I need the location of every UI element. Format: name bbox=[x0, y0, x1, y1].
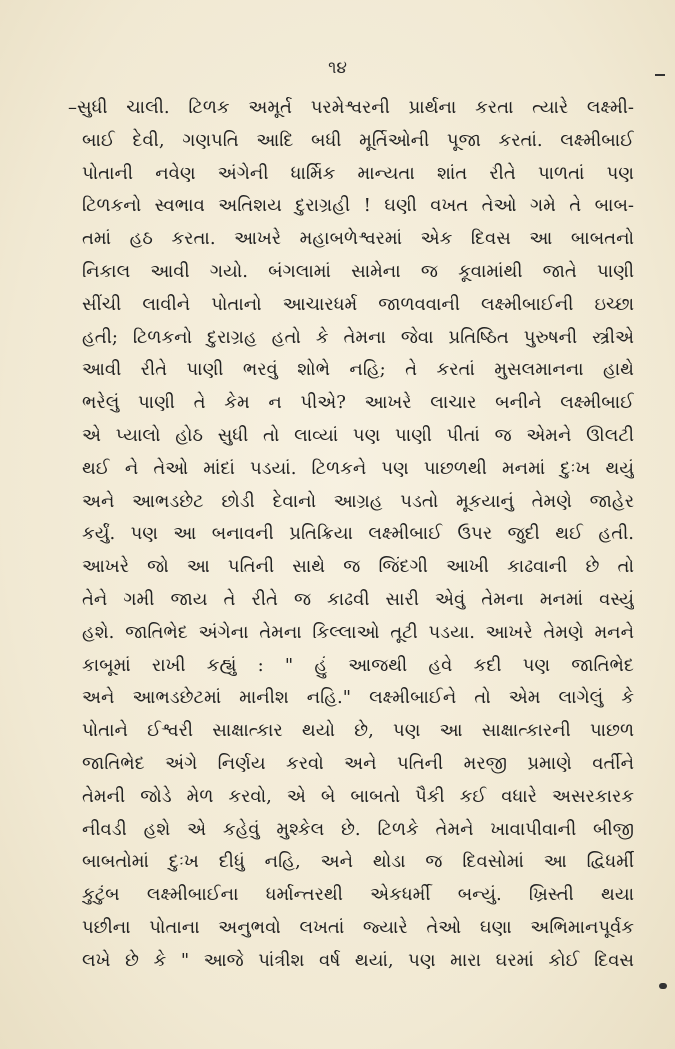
text-line: અને આભડછેટમાં માનીશ નહિ." લક્ષ્મીબાઈને તો એમ લાગેલું કે bbox=[82, 687, 634, 709]
text-line: સીંચી લાવીને પોતાનો આચારધર્મ જાળવવાની લક્ષ્મીબાઈની ઇચ્છા bbox=[82, 293, 634, 315]
text-line: એ પ્યાલો હોઠ સુધી તો લાવ્યાં પણ પાણી પીતાં જ એમને ઊલટી bbox=[82, 424, 634, 446]
text-line: અને આભડછેટ છોડી દેવાનો આગ્રહ પડતો મૂકયાનું તેમણે જાહેર bbox=[82, 490, 634, 512]
text-line: કાબૂમાં રાખી કહ્યું : " હું આજથી હવે કદી પણ જાતિભેદ bbox=[82, 654, 634, 676]
text-line: થઈ ને તેઓ માંદાં પડયાં. ટિળકને પણ પાછળથી મનમાં દુઃખ થયું bbox=[82, 457, 634, 479]
text-line: આવી રીતે પાણી ભરવું શોભે નહિ; તે કરતાં મુસલમાનના હાથે bbox=[82, 359, 634, 381]
page-number: ૧૪ bbox=[328, 58, 347, 78]
body-text bbox=[68, 92, 634, 978]
text-line: લખે છે કે " આજે પાંત્રીશ વર્ષ થયાં, પણ મારા ઘરમાં કોઈ દિવસ bbox=[82, 949, 634, 971]
text-line: નિકાલ આવી ગયો. બંગલામાં સામેના જ કૂવામાંથી જાતે પાણી bbox=[82, 260, 634, 282]
text-line: બાબતોમાં દુઃખ દીધું નહિ, અને થોડા જ દિવસોમાં આ દ્વિધર્મી bbox=[82, 851, 634, 873]
text-line: હતી; ટિળકનો દુરાગ્રહ હતો કે તેમના જેવા પ્રતિષ્ઠિત પુરુષની સ્ત્રીએ bbox=[82, 326, 634, 348]
text-line: બાઈ દેવી, ગણપતિ આદિ બધી મૂર્તિઓની પૂજા કરતાં. લક્ષ્મીબાઈ bbox=[82, 129, 634, 151]
text-line: પોતાને ઈશ્વરી સાક્ષાત્કાર થયો છે, પણ આ સાક્ષાત્કારની પાછળ bbox=[82, 720, 634, 742]
text-line: પછીના પોતાના અનુભવો લખતાં જ્યારે તેઓ ઘણા અભિમાનપૂર્વક bbox=[82, 916, 634, 938]
text-line: તેને ગમી જાય તે રીતે જ કાઢવી સારી એવું તેમના મનમાં વસ્યું bbox=[82, 588, 634, 610]
text-line: ભરેલું પાણી તે કેમ ન પીએ? આખરે લાચાર બનીને લક્ષ્મીબાઈ bbox=[82, 392, 634, 414]
margin-mark bbox=[659, 983, 667, 989]
text-line: કર્યું. પણ આ બનાવની પ્રતિક્રિયા લક્ષ્મીબાઈ ઉપર જુદી થઈ હતી. bbox=[82, 523, 634, 545]
text-line: –સુધી ચાલી. ટિળક અમૂર્ત પરમેશ્વરની પ્રાર્થના કરતા ત્યારે લક્ષ્મી- bbox=[68, 97, 634, 118]
text-line: નીવડી હશે એ કહેવું મુશ્કેલ છે. ટિળકે તેમને ખાવાપીવાની બીજી bbox=[82, 818, 634, 840]
text-line: ટિળકનો સ્વભાવ અતિશય દુરાગ્રહી ! ઘણી વખત તેઓ ગમે તે બાબ- bbox=[82, 195, 634, 217]
text-line: તમાં હઠ કરતા. આખરે મહાબળેશ્વરમાં એક દિવસ આ બાબતનો bbox=[82, 228, 634, 250]
text-line: જાતિભેદ અંગે નિર્ણય કરવો અને પતિની મરજી પ્રમાણે વર્તીને bbox=[82, 752, 634, 774]
text-line: કુટુંબ લક્ષ્મીબાઈના ધર્માન્તરથી એકધર્મી બન્યું. ખ્રિસ્તી થયા bbox=[82, 884, 634, 906]
text-line: હશે. જાતિભેદ અંગેના તેમના કિલ્લાઓ તૂટી પડયા. આખરે તેમણે મનને bbox=[82, 621, 634, 643]
text-line: તેમની જોડે મેળ કરવો, એ બે બાબતો પૈકી કઈ વધારે અસરકારક bbox=[82, 785, 634, 807]
text-line: પોતાની નવેણ અંગેની ધાર્મિક માન્યતા શાંત રીતે પાળતાં પણ bbox=[82, 162, 634, 184]
text-line: આખરે જો આ પતિની સાથે જ જિંદગી આખી કાઢવાની છે તો bbox=[82, 556, 634, 578]
